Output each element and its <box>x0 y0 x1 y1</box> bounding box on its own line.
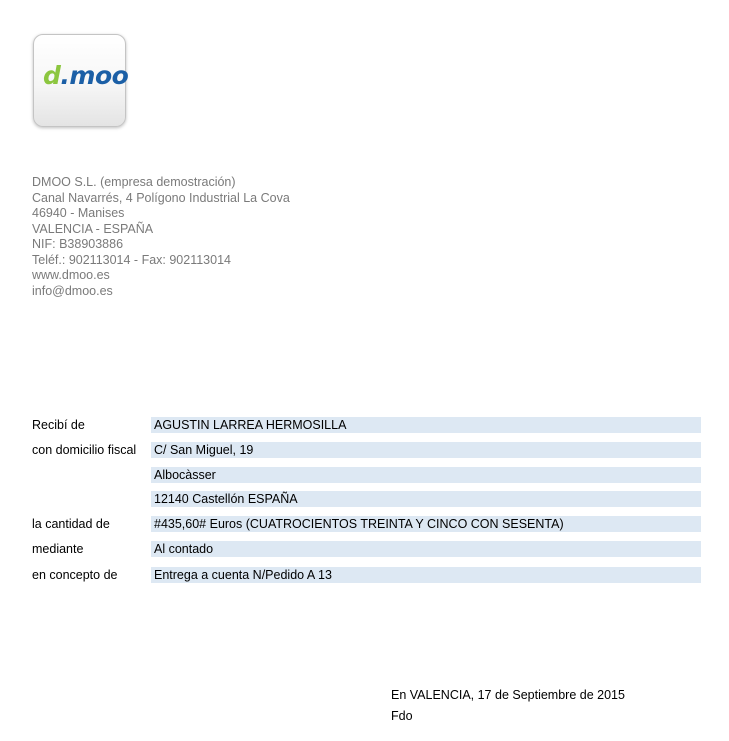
receipt-row-concept <box>0 567 729 583</box>
concept-label: en concepto de <box>32 568 118 582</box>
fiscal-address-postal-value: 12140 Castellón ESPAÑA <box>151 491 701 507</box>
company-name: DMOO S.L. (empresa demostración) <box>32 175 236 189</box>
company-postal-city: 46940 - Manises <box>32 206 125 220</box>
company-phone-fax: Teléf.: 902113014 - Fax: 902113014 <box>32 252 231 267</box>
company-address-block <box>32 175 290 299</box>
company-website: www.dmoo.es <box>32 268 110 282</box>
received-from-value: AGUSTIN LARREA HERMOSILLA <box>151 417 701 433</box>
place-and-date: En VALENCIA, 17 de Septiembre de 2015 <box>391 688 625 702</box>
receipt-row-fiscal-address <box>0 442 729 458</box>
logo-text <box>43 61 128 90</box>
payment-method-value: Al contado <box>151 541 701 557</box>
receipt-row-address-city <box>0 467 729 483</box>
receipt-row-address-postal <box>0 491 729 507</box>
received-from-label: Recibí de <box>32 418 85 432</box>
fiscal-address-city-value: Albocàsser <box>151 467 701 483</box>
company-logo <box>33 34 129 127</box>
signature-label: Fdo <box>391 709 413 723</box>
concept-value: Entrega a cuenta N/Pedido A 13 <box>151 567 701 583</box>
logo-word: .moo <box>60 61 129 90</box>
amount-value: #435,60# Euros (CUATROCIENTOS TREINTA Y CINCO CON SESENTA) <box>151 516 701 532</box>
fiscal-address-label: con domicilio fiscal <box>32 443 137 457</box>
receipt-row-amount <box>0 516 729 532</box>
company-email: info@dmoo.es <box>32 283 113 298</box>
receipt-row-payment-method <box>0 541 729 557</box>
logo-letter: d <box>43 61 61 90</box>
receipt-row-received-from <box>0 417 729 433</box>
company-region-country: VALENCIA - ESPAÑA <box>32 221 154 236</box>
payment-method-label: mediante <box>32 542 84 556</box>
company-tax-id: NIF: B38903886 <box>32 237 124 251</box>
company-street: Canal Navarrés, 4 Polígono Industrial La Cova <box>32 190 290 205</box>
fiscal-address-street-value: C/ San Miguel, 19 <box>151 442 701 458</box>
amount-label: la cantidad de <box>32 517 110 531</box>
